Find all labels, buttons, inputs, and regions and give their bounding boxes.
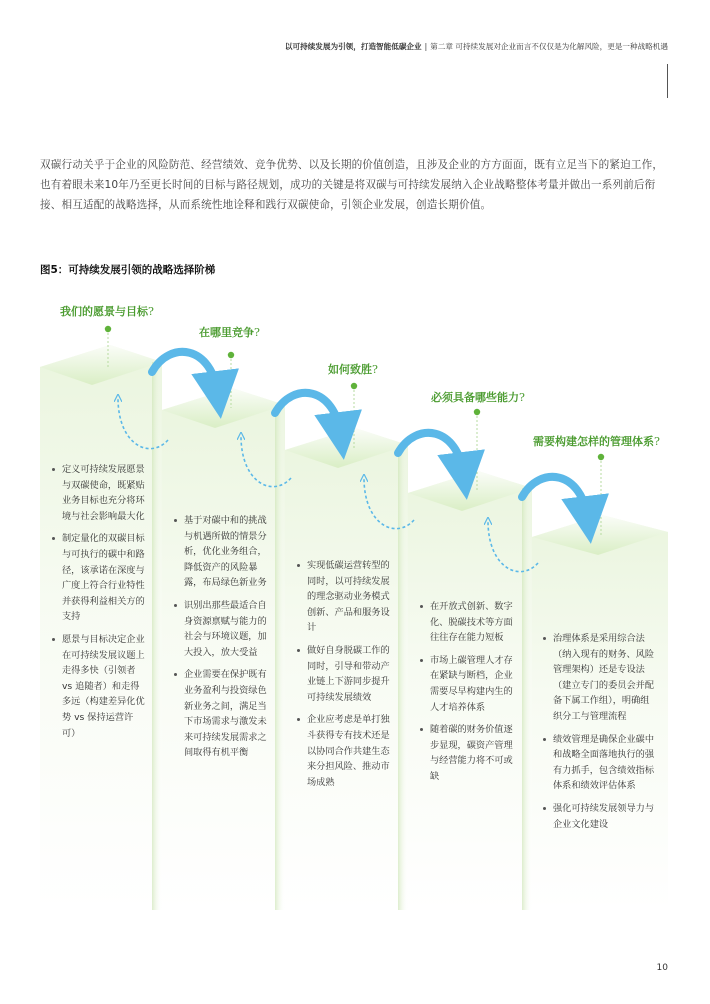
- list-item: 实现低碳运营转型的同时，以可持续发展的理念驱动业务模式创新、产品和服务设计: [297, 558, 393, 636]
- list-item: 制定量化的双碳目标与可执行的碳中和路径，该承诺在深度与广度上符合行业特性并获得利益相关方的支持: [52, 531, 146, 625]
- header-chapter: 第二章 可持续发展对企业而言不仅仅是为化解风险，更是一种战略机遇: [430, 42, 668, 51]
- step-5-question: 需要构建怎样的管理体系?: [533, 435, 660, 448]
- list-item: 识别出那些最适合自身资源禀赋与能力的社会与环境议题，加大投入，放大受益: [174, 598, 270, 660]
- step-1-question: 我们的愿景与目标?: [60, 305, 154, 318]
- list-item: 愿景与目标决定企业在可持续发展议题上走得多快（引领者 vs 追随者）和走得多远（构建差异化优势 vs 保持运营许可）: [52, 632, 146, 741]
- list-item: 治理体系是采用综合法（纳入现有的财务、风险管理架构）还是专设法（建立专门的委员会并配备下属工作组），明确组织分工与管理流程: [543, 631, 655, 725]
- list-item: 市场上碳管理人才存在紧缺与断档，企业需要尽早构建内生的人才培养体系: [420, 653, 518, 715]
- list-item: 基于对碳中和的挑战与机遇所做的情景分析，优化业务组合，降低资产的风险暴露，布局绿色新业务: [174, 513, 270, 591]
- step-2-question: 在哪里竞争?: [199, 326, 260, 339]
- list-item: 绩效管理是确保企业碳中和战略全面落地执行的强有力抓手，包含绩效指标体系和绩效评估体系: [543, 732, 655, 794]
- list-item: 随着碳的财务价值逐步显现，碳资产管理与经营能力将不可或缺: [420, 722, 518, 784]
- step-1-bullets: [52, 462, 146, 748]
- step-2-bullets: [174, 513, 270, 768]
- step-5-bullets: [543, 631, 655, 839]
- list-item: 强化可持续发展领导力与企业文化建设: [543, 801, 655, 832]
- list-item: 做好自身脱碳工作的同时，引导和带动产业链上下游同步提升可持续发展绩效: [297, 643, 393, 705]
- step-4-bullets: [420, 599, 518, 792]
- page-number: 10: [656, 963, 668, 973]
- list-item: 企业应考虑是单打独斗获得专有技术还是以协同合作共建生态来分担风险、推动市场成熟: [297, 712, 393, 790]
- list-item: 企业需要在保护既有业务盈利与投资绿色新业务之间，满足当下市场需求与激发未来可持续发展需求之间取得有机平衡: [174, 667, 270, 761]
- figure-title: 图5：可持续发展引领的战略选择阶梯: [40, 264, 216, 276]
- list-item: 定义可持续发展愿景与双碳使命，既紧贴业务目标也充分将环境与社会影响最大化: [52, 462, 146, 524]
- header-separator: |: [424, 42, 428, 51]
- intro-paragraph: 双碳行动关乎于企业的风险防范、经营绩效、竞争优势、以及长期的价值创造，且涉及企业的方方面面，既有立足当下的紧迫工作，也有着眼未来10年乃至更长时间的目标与路径规划，成功的关键是将双碳与可持续发展纳入企业战略整体考量并做出一系列前后衔接、相互适配的战略选择，从而系统性地诠释和践行双碳使命，引领企业发展，创造长期价值。: [40, 159, 664, 211]
- list-item: 在开放式创新、数字化、脱碳技术等方面往往存在能力短板: [420, 599, 518, 646]
- step-3-question: 如何致胜?: [328, 363, 378, 376]
- header-title: 以可持续发展为引领，打造智能低碳企业: [284, 42, 422, 51]
- step-3-bullets: [297, 558, 393, 797]
- step-4-question: 必须具备哪些能力?: [431, 391, 525, 404]
